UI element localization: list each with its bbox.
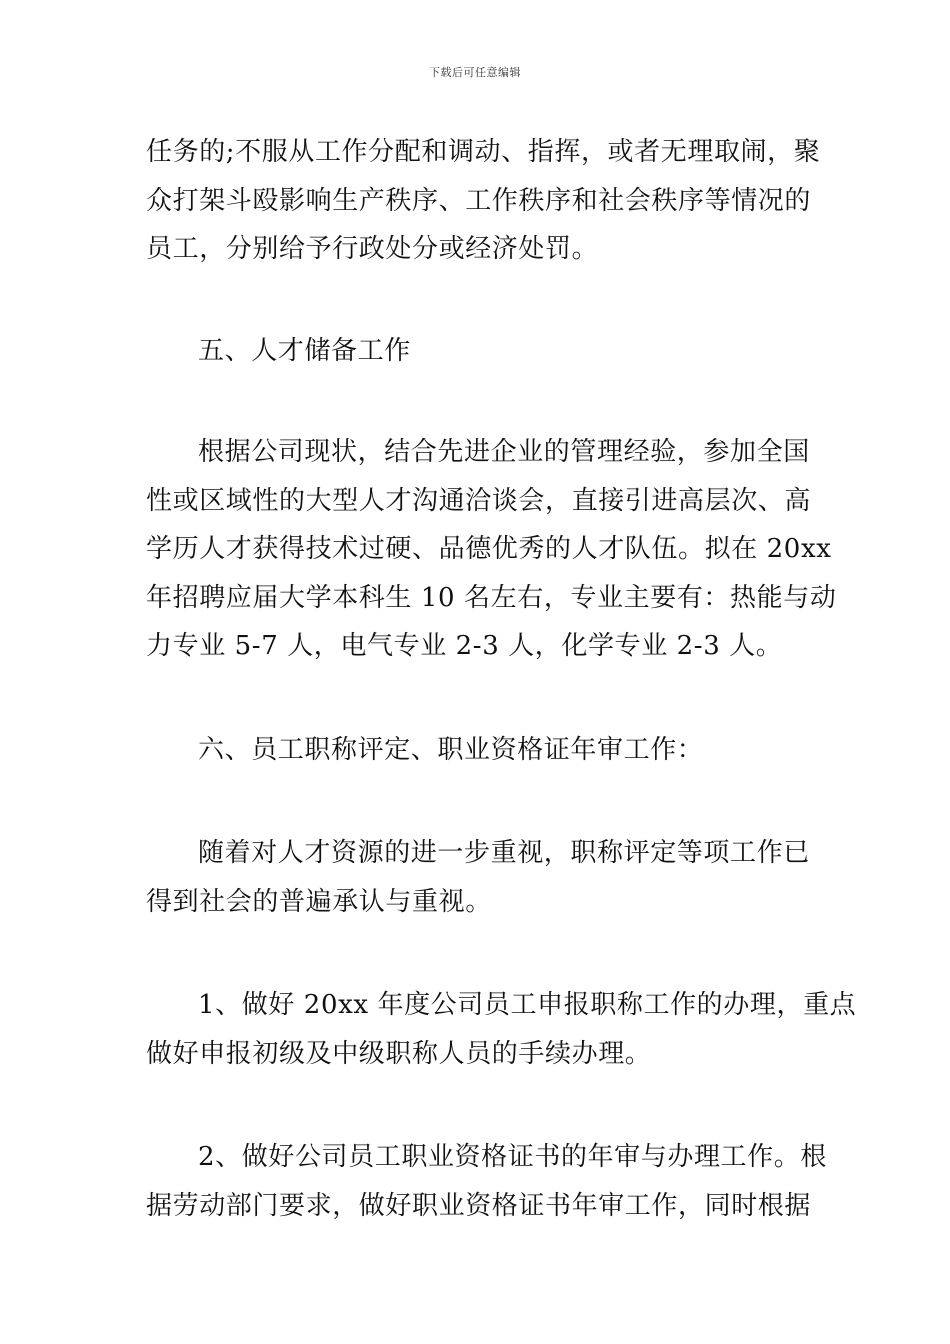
paragraph-talent-reserve bbox=[146, 428, 837, 671]
section-heading-title-evaluation bbox=[146, 726, 806, 775]
paragraph-item-2 bbox=[146, 1133, 827, 1230]
text-line: 据劳动部门要求，做好职业资格证书年审工作，同时根据 bbox=[146, 1190, 812, 1221]
text-line: 性或区域性的大型人才沟通洽谈会，直接引进高层次、高 bbox=[146, 485, 812, 516]
section-heading-talent-reserve bbox=[146, 327, 806, 376]
text-line: 学历人才获得技术过硬、品德优秀的人才队伍。拟在 20xx bbox=[146, 534, 832, 564]
text-line: 任务的;不服从工作分配和调动、指挥，或者无理取闹，聚 bbox=[146, 137, 821, 167]
paragraph-discipline bbox=[146, 128, 821, 274]
text-line: 众打架斗殴影响生产秩序、工作秩序和社会秩序等情况的 bbox=[146, 185, 812, 216]
heading-text: 六、员工职称评定、职业资格证年审工作： bbox=[198, 734, 704, 765]
text-line: 做好申报初级及中级职称人员的手续办理。 bbox=[146, 1038, 652, 1069]
heading-text: 五、人才储备工作 bbox=[198, 335, 411, 366]
text-line: 2、做好公司员工职业资格证书的年审与办理工作。根 bbox=[198, 1142, 827, 1172]
paragraph-title-evaluation bbox=[146, 829, 810, 926]
text-line: 员工，分别给予行政处分或经济处罚。 bbox=[146, 234, 599, 264]
text-line: 1、做好 20xx 年度公司员工申报职称工作的办理，重点 bbox=[198, 990, 857, 1020]
header-note: 下载后可任意编辑 bbox=[429, 66, 521, 79]
text-line: 力专业 5-7 人，电气专业 2-3 人，化学专业 2-3 人。 bbox=[146, 631, 783, 661]
text-line: 随着对人才资源的进一步重视，职称评定等项工作已 bbox=[198, 838, 810, 868]
text-line: 年招聘应届大学本科生 10 名左右，专业主要有：热能与动 bbox=[146, 582, 837, 613]
text-line: 根据公司现状，结合先进企业的管理经验，参加全国 bbox=[198, 437, 810, 467]
paragraph-item-1 bbox=[146, 981, 857, 1078]
text-line: 得到社会的普遍承认与重视。 bbox=[146, 886, 492, 917]
document-body bbox=[146, 128, 857, 1230]
